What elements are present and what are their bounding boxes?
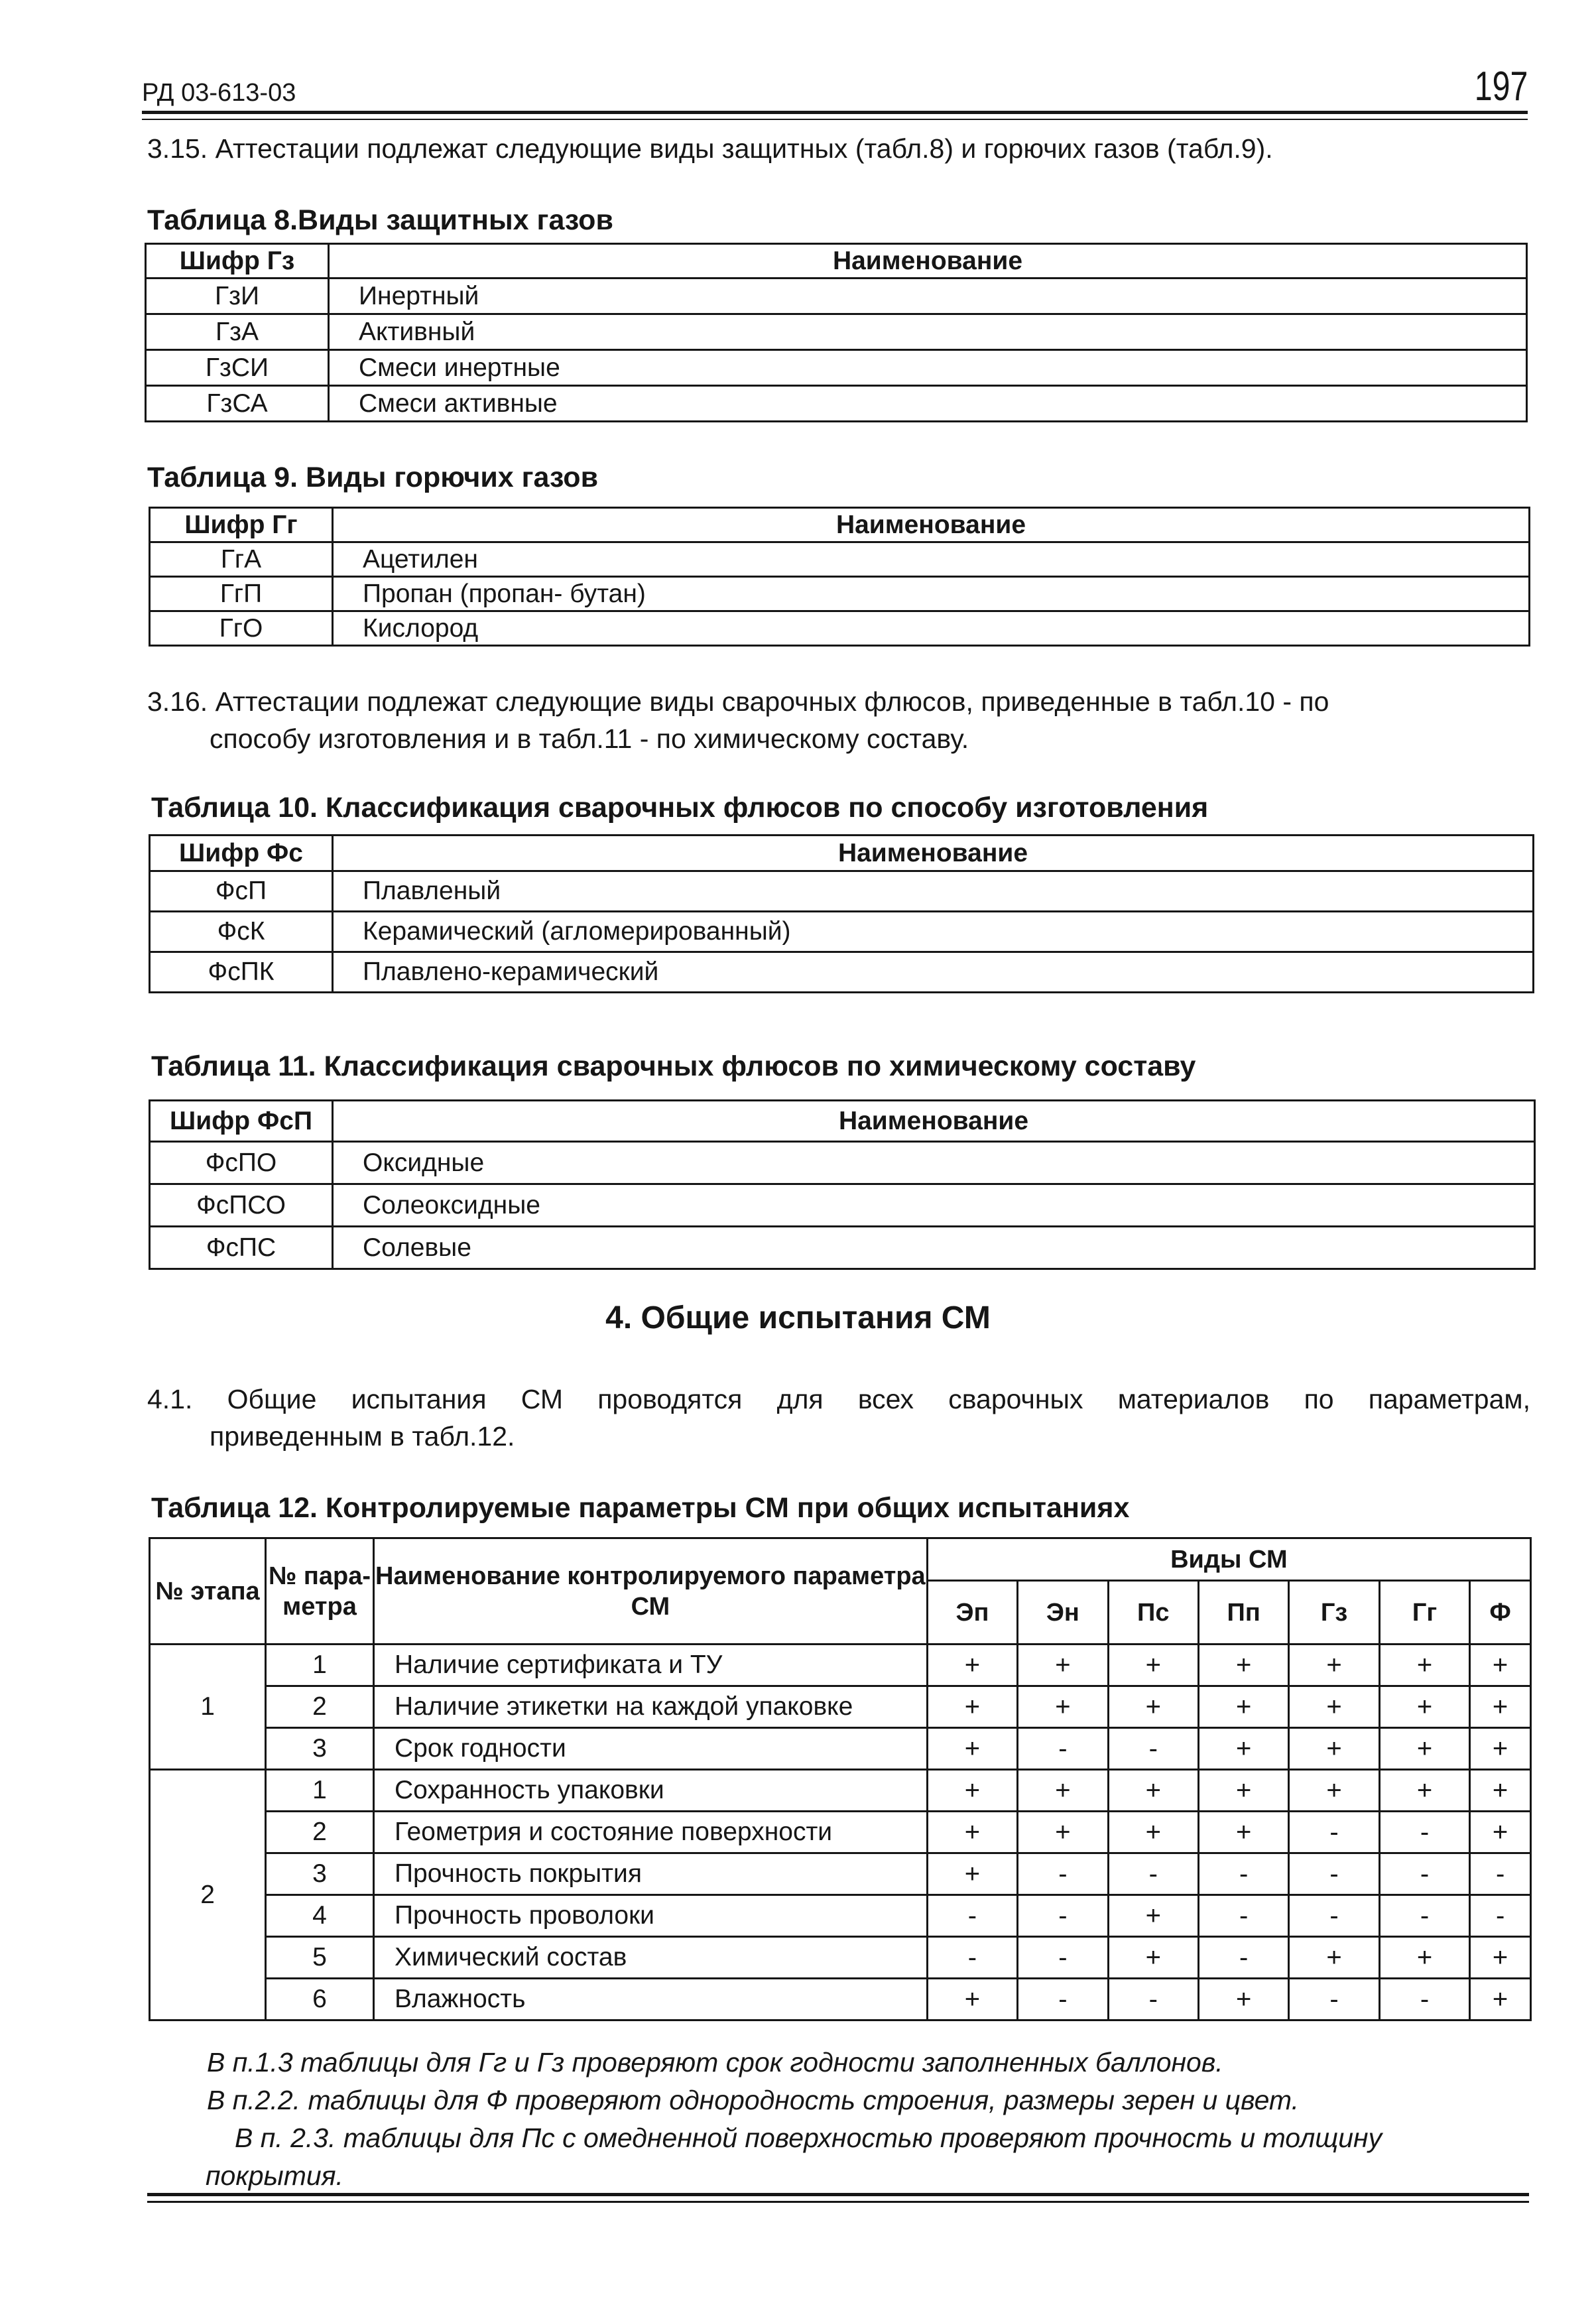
table-10	[149, 834, 1534, 993]
table-row: 1 1 Наличие сертификата и ТУ + + + + + + +	[150, 1645, 1531, 1686]
table-12-type-pp: Пп	[1198, 1581, 1288, 1645]
table-row: 2 Наличие этикетки на каждой упаковке + + + + + + +	[150, 1686, 1531, 1728]
table-8-header-name: Наименование	[329, 244, 1527, 279]
table-11-header-name: Наименование	[333, 1101, 1535, 1142]
note-3-cont: покрытия.	[206, 2160, 343, 2191]
table-row: ФсПС Солевые	[150, 1227, 1535, 1269]
table-12-type-f: Ф	[1470, 1581, 1531, 1645]
table-12-type-gg: Гг	[1379, 1581, 1469, 1645]
table-12-header-name: Наименование контролируемого параметра СМ	[373, 1538, 927, 1645]
paragraph-4-1: 4.1. Общие испытания СМ проводятся для всех сварочных материалов по параметрам, приведенным в табл.12.	[147, 1384, 1530, 1452]
stage-cell: 1	[150, 1645, 266, 1770]
table-10-caption: Таблица 10. Классификация сварочных флюсов по способу изготовления	[151, 792, 1209, 824]
table-11-header-code: Шифр ФсП	[150, 1101, 333, 1142]
table-row: 2 Геометрия и состояние поверхности + + + + - - +	[150, 1812, 1531, 1853]
footer-rule	[147, 2193, 1529, 2196]
table-row: ФсПК Плавлено-керамический	[150, 952, 1534, 993]
table-row: ФсПО Оксидные	[150, 1142, 1535, 1184]
table-row: 5 Химический состав - - + - + + +	[150, 1937, 1531, 1979]
table-row: 4 Прочность проволоки - - + - - - -	[150, 1895, 1531, 1937]
table-12-header-types: Виды СМ	[927, 1538, 1530, 1581]
table-10-header-code: Шифр Фс	[150, 836, 333, 871]
table-row: ГгО Кислород	[150, 611, 1530, 646]
table-12-header-stage: № этапа	[150, 1538, 266, 1645]
table-row: ГгА Ацетилен	[150, 542, 1530, 577]
table-12-type-gz: Гз	[1289, 1581, 1379, 1645]
table-8-caption: Таблица 8.Виды защитных газов	[147, 204, 613, 236]
table-9-header-code: Шифр Гг	[150, 508, 333, 542]
table-row: 3 Прочность покрытия + - - - - - -	[150, 1853, 1531, 1895]
table-row: ФсП Плавленый	[150, 871, 1534, 912]
header-rule	[142, 111, 1528, 114]
footer-rule-thin	[147, 2201, 1529, 2203]
table-9	[149, 507, 1530, 647]
table-10-header-name: Наименование	[333, 836, 1534, 871]
page-header	[142, 61, 1528, 114]
table-row: ФсК Керамический (агломерированный)	[150, 912, 1534, 952]
table-row: 2 1 Сохранность упаковки + + + + + + +	[150, 1770, 1531, 1812]
table-9-caption: Таблица 9. Виды горючих газов	[147, 462, 599, 493]
table-12-header-param: № пара-метра	[266, 1538, 374, 1645]
table-8	[145, 243, 1528, 422]
table-row: ГзА Активный	[146, 314, 1527, 350]
paragraph-3-15: 3.15. Аттестации подлежат следующие виды защитных (табл.8) и горючих газов (табл.9).	[147, 133, 1273, 164]
note-2: В п.2.2. таблицы для Ф проверяют однородность строения, размеры зерен и цвет.	[207, 2085, 1300, 2115]
note-1: В п.1.3 таблицы для Гг и Гз проверяют срок годности заполненных баллонов.	[207, 2047, 1223, 2078]
section-4-heading: 4. Общие испытания СМ	[605, 1300, 991, 1336]
note-3: В п. 2.3. таблицы для Пс с омедненной поверхностью проверяют прочность и толщину	[235, 2123, 1382, 2153]
table-12-type-ep: Эп	[927, 1581, 1017, 1645]
document-code: РД 03-613-03	[142, 79, 296, 107]
table-row: ФсПСО Солеоксидные	[150, 1184, 1535, 1227]
table-row: 6 Влажность + - - + - - +	[150, 1979, 1531, 2020]
table-row: ГгП Пропан (пропан- бутан)	[150, 577, 1530, 611]
table-11-caption: Таблица 11. Классификация сварочных флюсов по химическому составу	[151, 1050, 1196, 1082]
table-12-caption: Таблица 12. Контролируемые параметры СМ при общих испытаниях	[151, 1492, 1130, 1524]
table-row: ГзИ Инертный	[146, 279, 1527, 314]
table-12-type-en: Эн	[1018, 1581, 1108, 1645]
stage-cell: 2	[150, 1770, 266, 2020]
table-row: ГзСИ Смеси инертные	[146, 350, 1527, 386]
table-9-header-name: Наименование	[333, 508, 1530, 542]
table-row: ГзСА Смеси активные	[146, 386, 1527, 422]
header-rule-thin	[142, 119, 1528, 120]
paragraph-3-16: 3.16. Аттестации подлежат следующие виды сварочных флюсов, приведенные в табл.10 - по способу изготовления и в табл.11 - по химическому составу.	[147, 686, 1329, 754]
table-12-type-ps: Пс	[1108, 1581, 1198, 1645]
page-number: 197	[1474, 64, 1528, 109]
table-8-header-code: Шифр Гз	[146, 244, 329, 279]
table-row: 3 Срок годности + - - + + + +	[150, 1728, 1531, 1770]
table-12-notes	[207, 2044, 1533, 2195]
table-11	[149, 1099, 1536, 1270]
table-12	[149, 1537, 1532, 2021]
